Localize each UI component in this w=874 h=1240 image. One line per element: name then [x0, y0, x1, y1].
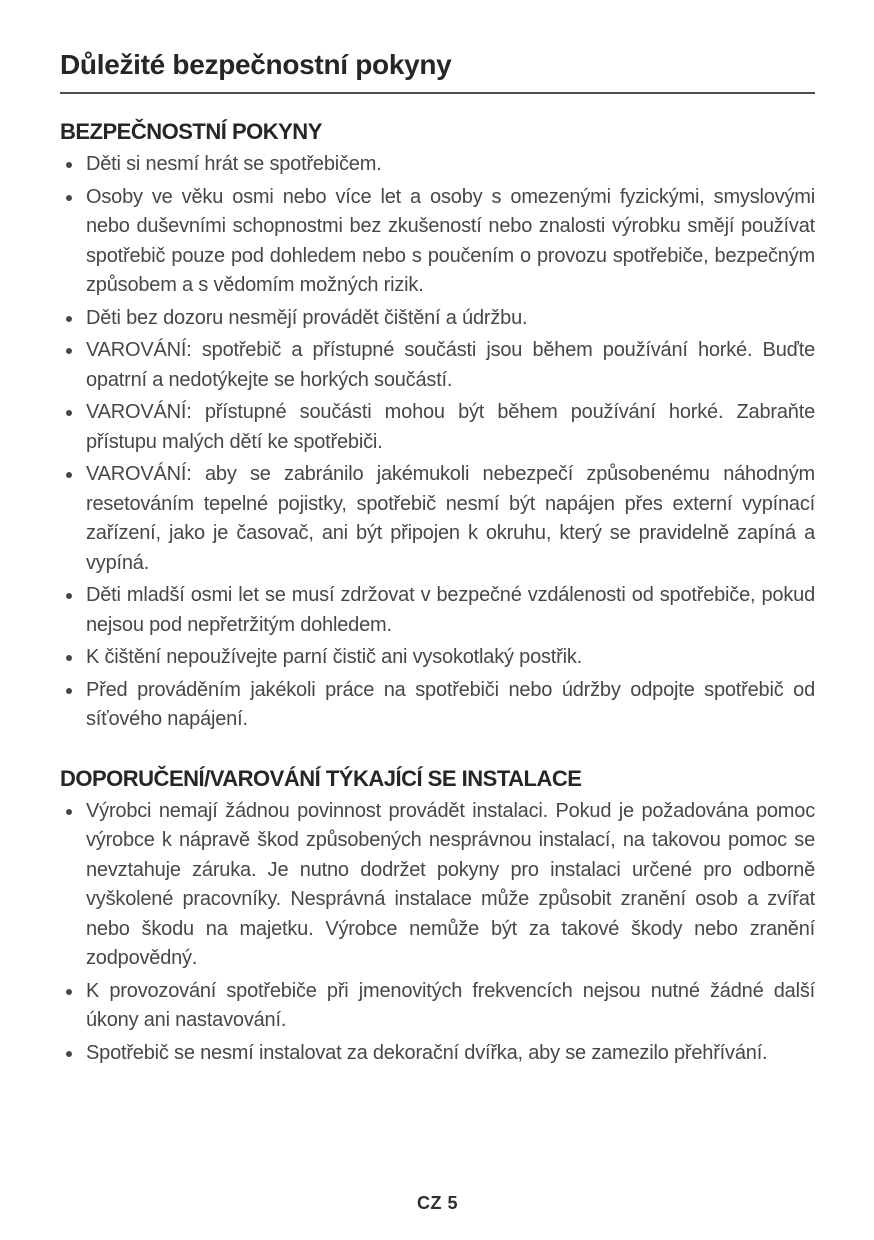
list-item	[60, 336, 815, 395]
list-item	[60, 977, 815, 1036]
list-item-text: K provozování spotřebiče při jmenovitých frekvencích nejsou nutné žádné další úkony ani nastavování.	[86, 979, 815, 1031]
instruction-section	[60, 766, 815, 1069]
bullet-dot-icon	[66, 989, 72, 995]
bullet-dot-icon	[66, 316, 72, 322]
page-header	[60, 48, 815, 94]
list-item	[60, 676, 815, 735]
list-item-text: VAROVÁNÍ: spotřebič a přístupné součásti jsou během používání horké. Buďte opatrní a nedotýkejte se horkých součástí.	[86, 339, 815, 391]
bullet-dot-icon	[66, 472, 72, 478]
list-item-text: Výrobci nemají žádnou povinnost provádět instalaci. Pokud je požadována pomoc výrobce k nápravě škod způsobených nesprávnou instalací, na takovou pomoc se nevztahuje záruka. Je nutno dodržet pokyny pro instalaci určené pro odborně vyškolené pracovníky. Nesprávná instalace může způsobit zranění osob a zvířat nebo škodu na majetku. Výrobce nemůže být za takové škody nebo zranění zodpovědný.	[86, 799, 815, 969]
list-item-text: Děti si nesmí hrát se spotřebičem.	[86, 153, 382, 175]
instruction-section	[60, 119, 815, 735]
page-title: Důležité bezpečnostní pokyny	[60, 49, 452, 80]
list-item-text: Před prováděním jakékoli práce na spotřebiči nebo údržby odpojte spotřebič od síťového napájení.	[86, 678, 815, 730]
list-item	[60, 460, 815, 578]
list-item	[60, 581, 815, 640]
page-footer	[60, 1173, 815, 1214]
list-item-text: K čištění nepoužívejte parní čistič ani vysokotlaký postřik.	[86, 646, 583, 668]
bullet-dot-icon	[66, 410, 72, 416]
bullet-list	[60, 150, 815, 735]
list-item	[60, 304, 815, 334]
list-item	[60, 1039, 815, 1069]
list-item	[60, 797, 815, 974]
bullet-dot-icon	[66, 162, 72, 168]
list-item-text: Spotřebič se nesmí instalovat za dekorační dvířka, aby se zamezilo přehřívání.	[86, 1041, 768, 1064]
bullet-dot-icon	[66, 809, 72, 815]
list-item	[60, 183, 815, 301]
bullet-dot-icon	[66, 655, 72, 661]
bullet-list	[60, 797, 815, 1069]
list-item	[60, 398, 815, 457]
bullet-dot-icon	[66, 348, 72, 354]
list-item	[60, 643, 815, 673]
section-heading: BEZPEČNOSTNÍ POKYNY	[60, 119, 322, 144]
bullet-dot-icon	[66, 593, 72, 599]
content-area	[60, 94, 815, 1071]
section-heading: DOPORUČENÍ/VAROVÁNÍ TÝKAJÍCÍ SE INSTALACE	[60, 765, 582, 791]
list-item-text: VAROVÁNÍ: aby se zabránilo jakémukoli nebezpečí způsobenému náhodným resetováním tepelné pojistky, spotřebič nesmí být napájen přes externí vypínací zařízení, jako je časovač, ani být připojen k okruhu, který se pravidelně zapíná a vypíná.	[86, 463, 815, 574]
bullet-dot-icon	[66, 195, 72, 201]
page-number: CZ 5	[416, 1193, 458, 1213]
list-item-text: Osoby ve věku osmi nebo více let a osoby s omezenými fyzickými, smyslovými nebo duševními schopnostmi bez zkušeností nebo znalosti výrobku smějí používat spotřebič pouze pod dohledem nebo s poučením o provozu spotřebiče, bezpečným způsobem a s vědomím možných rizik.	[86, 185, 815, 296]
bullet-dot-icon	[66, 1051, 72, 1057]
list-item	[60, 150, 815, 180]
bullet-dot-icon	[66, 688, 72, 694]
list-item-text: Děti bez dozoru nesmějí provádět čištění a údržbu.	[86, 306, 528, 329]
list-item-text: Děti mladší osmi let se musí zdržovat v bezpečné vzdálenosti od spotřebiče, pokud nejsou pod nepřetržitým dohledem.	[86, 584, 815, 636]
list-item-text: VAROVÁNÍ: přístupné součásti mohou být během používání horké. Zabraňte přístupu malých dětí ke spotřebiči.	[86, 401, 815, 453]
